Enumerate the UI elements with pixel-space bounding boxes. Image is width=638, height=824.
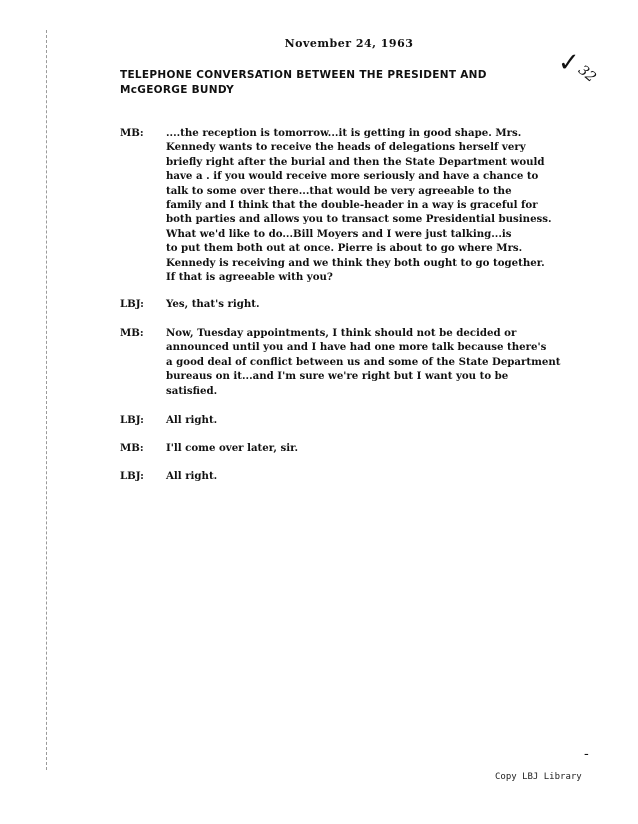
speech-text [166, 126, 586, 284]
library-credit: Copy LBJ Library [495, 772, 582, 782]
speaker-label: MB: [120, 327, 144, 339]
speech-text [166, 469, 586, 483]
page-edge-line [46, 30, 47, 770]
speech-line: Kennedy wants to receive the heads of delegations herself very [166, 141, 526, 154]
speech-line: announced until you and I have had one more talk because there's [166, 341, 547, 354]
speech-line: What we'd like to do...Bill Moyers and I were just talking...is [166, 227, 512, 240]
speech-line: have a . if you would receive more seriously and have a chance to [166, 170, 539, 183]
speaker-label: LBJ: [120, 414, 144, 426]
handwritten-mark: - [584, 746, 589, 762]
speech-line: satisfied. [166, 384, 218, 397]
speech-line: Kennedy is receiving and we think they both ought to go together. [166, 256, 545, 269]
speech-text [166, 441, 586, 455]
speech-text [166, 413, 586, 427]
speech-line: If that is agreeable with you? [166, 271, 333, 284]
document-date: November 24, 1963 [284, 37, 414, 50]
handwritten-page-number: 32 [574, 62, 599, 86]
speech-line: Yes, that's right. [166, 298, 260, 310]
speaker-label: MB: [120, 127, 144, 139]
document-title [120, 68, 550, 98]
speaker-label: LBJ: [120, 298, 144, 310]
speaker-label: LBJ: [120, 470, 144, 482]
title-line: TELEPHONE CONVERSATION BETWEEN THE PRESIDENT AND [120, 69, 487, 81]
speech-text [166, 326, 586, 398]
speech-line: to put them both out at once. Pierre is about to go where Mrs. [166, 242, 523, 255]
speech-line: I'll come over later, sir. [166, 442, 299, 454]
handwritten-checkmark: ✓ [558, 48, 580, 78]
speech-line: talk to some over there...that would be very agreeable to the [166, 184, 512, 197]
title-line: McGEORGE BUNDY [120, 84, 234, 96]
speech-line: both parties and allows you to transact some Presidential business. [166, 213, 552, 226]
speech-line: family and I think that the double-header in a way is graceful for [166, 199, 538, 212]
speech-line: briefly right after the burial and then the State Department would [166, 155, 545, 168]
speaker-label: MB: [120, 442, 144, 454]
speech-line: ....the reception is tomorrow...it is getting in good shape. Mrs. [166, 127, 522, 139]
speech-line: a good deal of conflict between us and some of the State Department [166, 355, 561, 368]
speech-line: Now, Tuesday appointments, I think should not be decided or [166, 327, 517, 339]
speech-line: All right. [166, 414, 218, 426]
speech-line: All right. [166, 470, 218, 482]
speech-line: bureaus on it...and I'm sure we're right but I want you to be [166, 370, 509, 383]
speech-text [166, 297, 586, 311]
